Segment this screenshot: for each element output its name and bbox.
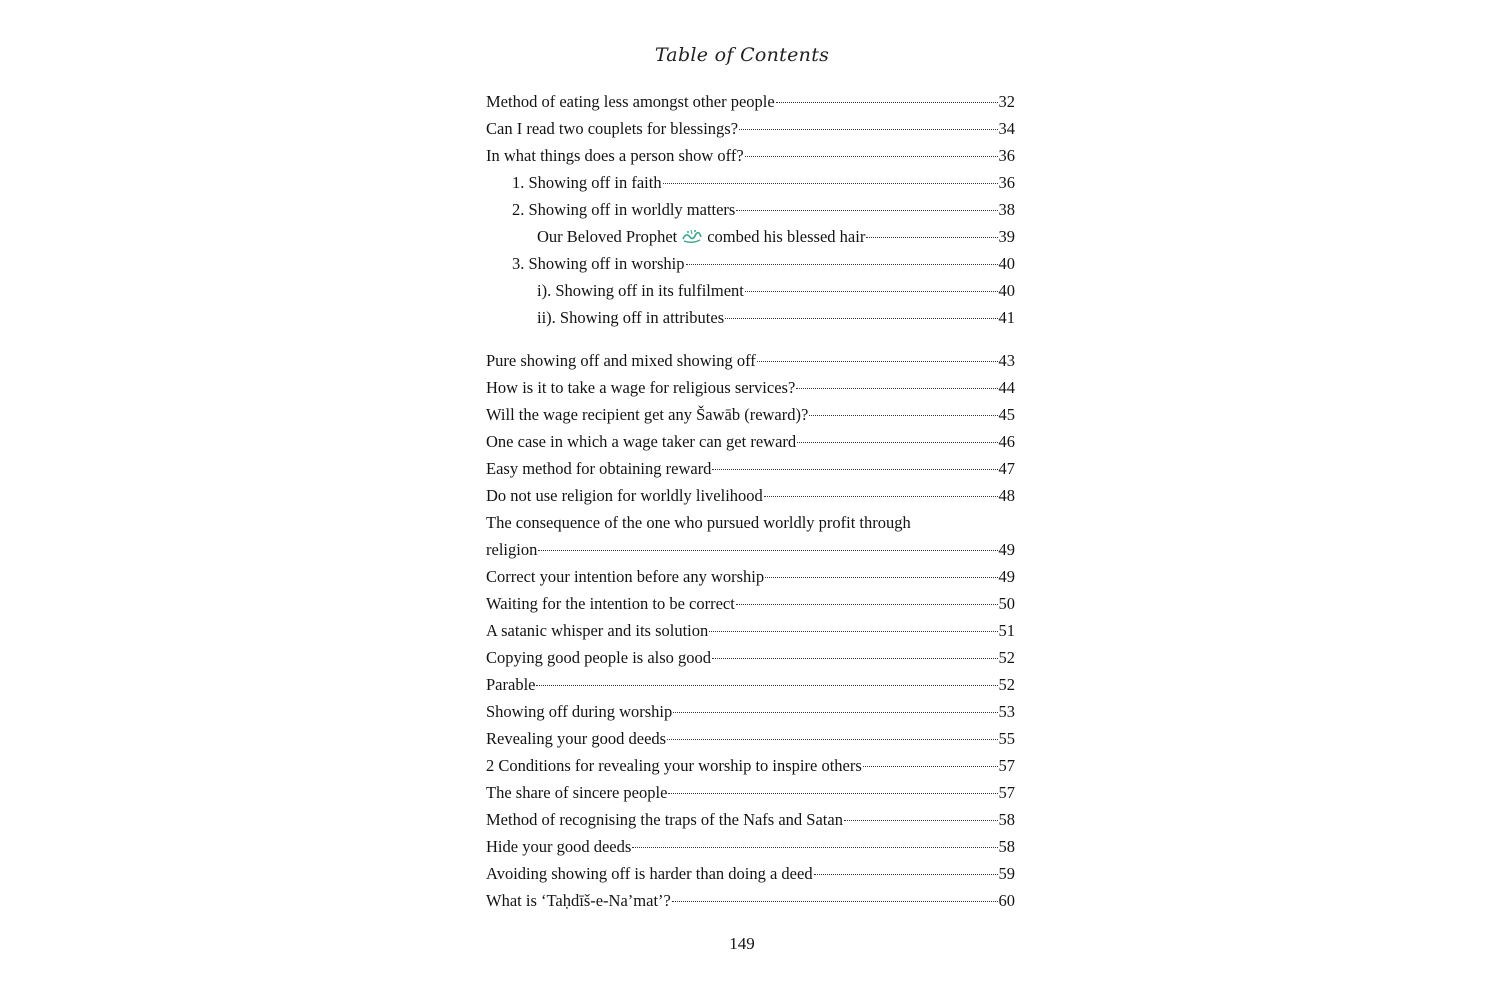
toc-entry: [486, 644, 1015, 671]
toc-entry: [486, 617, 1015, 644]
dot-leader: [709, 631, 997, 632]
toc-entry-page: 50: [998, 594, 1015, 613]
page-number: 149: [729, 934, 755, 953]
toc-entry-page: 53: [998, 702, 1015, 721]
toc-entry-page: 40: [998, 254, 1015, 273]
toc-entry-page: 49: [998, 540, 1015, 559]
toc-entry-page: 32: [998, 92, 1015, 111]
dot-leader: [736, 604, 998, 605]
toc-entry-page: 43: [998, 351, 1015, 370]
toc-subentry: [486, 250, 1015, 277]
table-of-contents: [486, 88, 1015, 914]
toc-entry-title: Method of recognising the traps of the Nafs and Satan: [486, 810, 843, 829]
toc-entry-title: Method of eating less amongst other people: [486, 92, 775, 111]
toc-entry-page: 45: [998, 405, 1015, 424]
dot-leader: [757, 361, 998, 362]
toc-entry-page: 52: [998, 675, 1015, 694]
toc-entry-page: 58: [998, 837, 1015, 856]
toc-entry-title: In what things does a person show off?: [486, 146, 744, 165]
toc-entry-title: The consequence of the one who pursued worldly profit through: [486, 513, 911, 532]
toc-entry-title: 2 Conditions for revealing your worship to inspire others: [486, 756, 862, 775]
toc-entry-title: Pure showing off and mixed showing off: [486, 351, 756, 370]
dot-leader: [739, 129, 997, 130]
toc-entry-title: religion: [486, 540, 538, 559]
dot-leader: [538, 550, 997, 551]
dot-leader: [667, 739, 997, 740]
toc-entry-title: What is ‘Taḥdīš-e-Na’mat’?: [486, 891, 671, 910]
toc-entry: [486, 482, 1015, 509]
toc-subentry: [486, 169, 1015, 196]
toc-subentry: [486, 277, 1015, 304]
dot-leader: [673, 712, 997, 713]
dot-leader: [844, 820, 998, 821]
dot-leader: [776, 102, 998, 103]
toc-entry-title-part: combed his blessed hair: [707, 227, 866, 246]
dot-leader: [712, 658, 997, 659]
toc-entry-title: Parable: [486, 675, 536, 694]
dot-leader: [745, 156, 998, 157]
dot-leader: [725, 318, 997, 319]
toc-entry: [486, 860, 1015, 887]
toc-entry-page: 44: [998, 378, 1015, 397]
toc-entry-title: Easy method for obtaining reward: [486, 459, 712, 478]
toc-entry-page: 47: [998, 459, 1015, 478]
toc-entry: [486, 347, 1015, 374]
toc-entry-title: Do not use religion for worldly livelihood: [486, 486, 763, 505]
dot-leader: [809, 415, 997, 416]
toc-entry: [486, 671, 1015, 698]
toc-entry-title: 3. Showing off in worship: [512, 254, 685, 273]
dot-leader: [863, 766, 998, 767]
toc-entry: [486, 833, 1015, 860]
toc-entry-title: Waiting for the intention to be correct: [486, 594, 735, 613]
toc-entry: [486, 115, 1015, 142]
toc-entry-page: 40: [998, 281, 1015, 300]
toc-entry-title: How is it to take a wage for religious services?: [486, 378, 796, 397]
toc-entry: [486, 698, 1015, 725]
toc-entry-page: 41: [998, 308, 1015, 327]
toc-entry: [486, 536, 1015, 563]
toc-entry-page: 55: [998, 729, 1015, 748]
toc-entry-title: Will the wage recipient get any Šawāb (reward)?: [486, 405, 809, 424]
toc-entry-title: A satanic whisper and its solution: [486, 621, 709, 640]
toc-entry-page: 51: [998, 621, 1015, 640]
dot-leader: [764, 496, 998, 497]
toc-entry-page: 46: [998, 432, 1015, 451]
toc-entry: [486, 374, 1015, 401]
toc-subentry: [486, 196, 1015, 223]
toc-entry-title: Can I read two couplets for blessings?: [486, 119, 739, 138]
dot-leader: [745, 291, 998, 292]
toc-entry-page: 39: [998, 227, 1015, 246]
toc-entry-title: Showing off during worship: [486, 702, 673, 721]
toc-entry-page: 57: [998, 783, 1015, 802]
toc-entry: [486, 590, 1015, 617]
toc-entry: [486, 887, 1015, 914]
toc-entry-page: 57: [998, 756, 1015, 775]
toc-entry-title: Correct your intention before any worship: [486, 567, 765, 586]
toc-entry-page: 36: [998, 146, 1015, 165]
dot-leader: [765, 577, 997, 578]
dot-leader: [668, 793, 997, 794]
toc-entry-title: ii). Showing off in attributes: [537, 308, 725, 327]
toc-entry-title: [537, 223, 865, 250]
toc-subentry: [486, 223, 1015, 250]
toc-entry: [486, 806, 1015, 833]
toc-entry-wrapped-line: [486, 509, 1015, 536]
toc-entry-title: i). Showing off in its fulfilment: [537, 281, 744, 300]
toc-entry: [486, 752, 1015, 779]
toc-entry-page: 34: [998, 119, 1015, 138]
dot-leader: [686, 264, 998, 265]
toc-entry-page: 36: [998, 173, 1015, 192]
toc-subentry: [486, 304, 1015, 331]
toc-entry: [486, 428, 1015, 455]
page-header-title: Table of Contents: [654, 44, 830, 66]
dot-leader: [814, 874, 998, 875]
toc-entry-title: One case in which a wage taker can get reward: [486, 432, 797, 451]
toc-entry-title: Copying good people is also good: [486, 648, 712, 667]
toc-entry: [486, 725, 1015, 752]
dot-leader: [736, 210, 997, 211]
toc-entry-title: Revealing your good deeds: [486, 729, 667, 748]
toc-entry-page: 52: [998, 648, 1015, 667]
toc-entry-page: 58: [998, 810, 1015, 829]
toc-entry: [486, 401, 1015, 428]
toc-entry-title: 1. Showing off in faith: [512, 173, 662, 192]
dot-leader: [712, 469, 997, 470]
dot-leader: [536, 685, 997, 686]
dot-leader: [672, 901, 998, 902]
toc-entry-page: 59: [998, 864, 1015, 883]
toc-entry: [486, 779, 1015, 806]
dot-leader: [797, 442, 997, 443]
dot-leader: [796, 388, 997, 389]
toc-entry: [486, 88, 1015, 115]
dot-leader: [866, 237, 997, 238]
toc-entry: [486, 455, 1015, 482]
toc-entry-title-part: Our Beloved Prophet: [537, 227, 678, 246]
toc-entry-page: 38: [998, 200, 1015, 219]
toc-entry-title: 2. Showing off in worldly matters: [512, 200, 736, 219]
dot-leader: [663, 183, 998, 184]
dot-leader: [632, 847, 997, 848]
toc-entry-page: 49: [998, 567, 1015, 586]
toc-entry: [486, 142, 1015, 169]
toc-entry-title: The share of sincere people: [486, 783, 668, 802]
toc-entry: [486, 563, 1015, 590]
toc-entry-page: 48: [998, 486, 1015, 505]
honorific-calligraphy-icon: [681, 228, 703, 244]
toc-entry-page: 60: [998, 891, 1015, 910]
toc-entry-title: Hide your good deeds: [486, 837, 632, 856]
toc-entry-title: Avoiding showing off is harder than doing a deed: [486, 864, 813, 883]
